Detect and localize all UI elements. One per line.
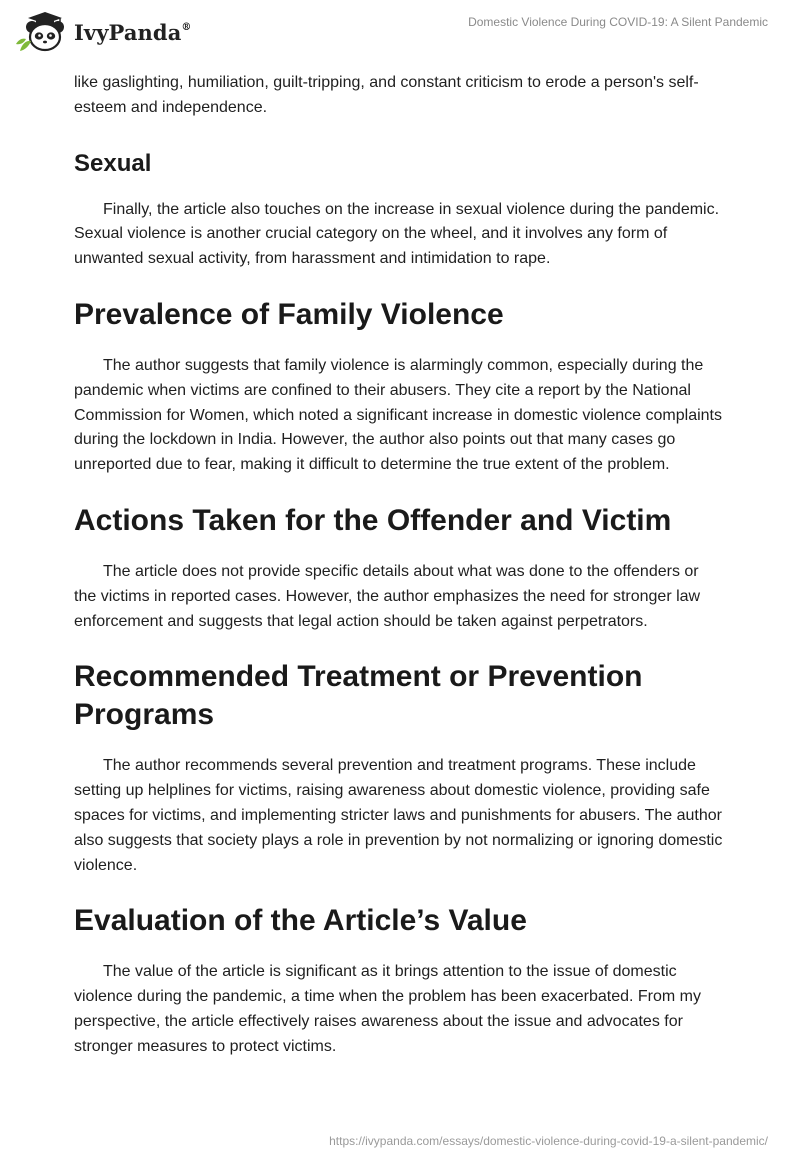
section-paragraph-actions: The article does not provide specific details about what was done to the offenders or the victims in reported cases. However, the author emphasizes the need for stronger law enforcement and suggests that legal action should be taken against perpetrators. [74,562,701,630]
panda-graduate-icon [14,10,72,54]
logo-wordmark: IvyPanda® [74,19,192,45]
intro-paragraph: like gaslighting, humiliation, guilt-tripping, and constant criticism to erode a person's self-esteem and independence. [74,74,699,116]
section-heading-recommended: Recommended Treatment or Prevention Programs [74,660,643,732]
section-paragraph-evaluation: The value of the article is significant as it brings attention to the issue of domestic violence during the pandemic, a time when the problem has been exacerbated. From my perspective, the article effectively raises awareness about the issue and advocates for stronger measures to protect victims. [74,963,702,1055]
section-paragraph-sexual: Finally, the article also touches on the increase in sexual violence during the pandemic. Sexual violence is another crucial category on the wheel, and it involves any form of unwanted sexual activity, from harassment and intimidation to rape. [74,200,720,268]
section-heading-prevalence: Prevalence of Family Violence [74,297,504,331]
page-header [0,0,800,64]
document-title: Domestic Violence During COVID-19: A Silent Pandemic [468,15,768,29]
source-url[interactable]: https://ivypanda.com/essays/domestic-violence-during-covid-19-a-silent-pandemic/ [329,1134,768,1148]
section-paragraph-prevalence: The author suggests that family violence is alarmingly common, especially during the pandemic when victims are confined to their abusers. They cite a report by the National Commission for Women, which noted a significant increase in domestic violence complaints during the lockdown in India. However, the author also points out that many cases go unreported due to fear, making it difficult to determine the true extent of the problem. [74,356,722,474]
section-paragraph-recommended: The author recommends several prevention and treatment programs. These include setting up helplines for victims, raising awareness about domestic violence, providing safe spaces for victims, and implementing stricter laws and punishments for abusers. The author also suggests that society plays a role in prevention by not normalizing or ignoring domestic violence. [74,757,723,874]
section-heading-evaluation: Evaluation of the Article’s Value [74,904,527,938]
section-heading-actions: Actions Taken for the Offender and Victim [74,503,672,537]
ivypanda-logo[interactable] [14,10,192,54]
essay-body [74,71,724,1060]
section-heading-sexual: Sexual [74,149,152,177]
